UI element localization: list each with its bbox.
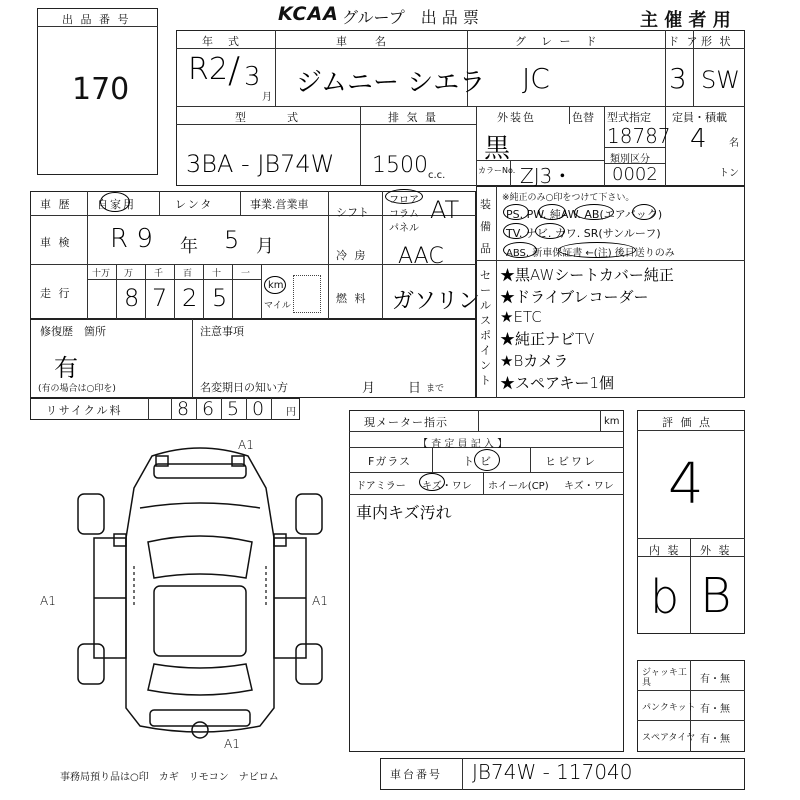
- history-rental: レンタ: [175, 198, 214, 211]
- model-label: 型 式: [235, 111, 300, 124]
- expiry-month: 月: [362, 381, 378, 396]
- ac-value: AAC: [398, 244, 444, 269]
- recycle-digit-5: 5: [227, 398, 240, 420]
- sales-point-1: ★黒AWシートカバー純正: [500, 266, 674, 284]
- exterior-color-value: 黒: [484, 134, 511, 164]
- doors-label: ド ア: [668, 35, 700, 48]
- damage-mark-bottom: A1: [224, 737, 240, 751]
- body-value: SW: [701, 66, 740, 94]
- expiry-until: まで: [426, 384, 445, 394]
- glass-opt-chip: トビ: [463, 455, 497, 468]
- car-body-diagram: [60, 438, 340, 758]
- category-value: 0002: [612, 164, 658, 185]
- mileage-digit-1k: 7: [152, 284, 168, 312]
- type-designation-label: 型式指定: [607, 111, 651, 124]
- damage-mark-right: A1: [312, 594, 328, 608]
- digit-label-1: 一: [241, 269, 251, 279]
- aw-circle: [574, 204, 614, 220]
- recycle-label: リサイクル料: [46, 404, 123, 417]
- exterior-color-label: 外装色: [497, 111, 536, 124]
- inspection-label: 車 検: [40, 236, 72, 249]
- damage-mark-top: A1: [238, 438, 254, 452]
- capacity-value: 4: [690, 124, 707, 154]
- inspector-label: 【 査 定 員 記 入 】: [418, 439, 508, 450]
- km-circle: [264, 276, 286, 294]
- exterior-grade: B: [700, 568, 732, 624]
- recycle-digit-8: 8: [177, 398, 190, 420]
- year-era: R2: [188, 52, 228, 87]
- year-slash: /: [228, 50, 241, 91]
- mileage-digit-10: 5: [212, 284, 228, 312]
- spare-label: スペアタイヤ: [642, 733, 696, 743]
- private-circle: [100, 192, 130, 212]
- chassis-number: JB74W - 117040: [472, 760, 633, 784]
- interior-label: 内 装: [649, 544, 681, 557]
- navi-circle: [535, 223, 565, 239]
- fuel-label: 燃 料: [336, 292, 368, 305]
- shift-value: AT: [430, 196, 460, 224]
- kcaa-logo: KCAA: [278, 3, 339, 25]
- floor-circle: [385, 189, 423, 204]
- shift-panel: パネル: [389, 223, 419, 234]
- inspection-month: 5: [224, 226, 240, 254]
- recycle-digit-0: 0: [252, 398, 265, 420]
- warranty-circle: [558, 242, 636, 258]
- mirror-label: ドアミラー: [356, 481, 406, 492]
- glass-opt-crack: ヒビワレ: [545, 455, 597, 468]
- jack-label: ジャッキ工具: [642, 668, 687, 688]
- ton-unit: トン: [719, 168, 739, 179]
- mileage-digit-10k: 8: [124, 284, 140, 312]
- body-label: 形 状: [701, 35, 733, 48]
- name-label: 車 名: [336, 35, 388, 48]
- caution-label: 注意事項: [200, 325, 244, 338]
- recycle-digit-6: 6: [202, 398, 215, 420]
- sales-point-3: ★ETC: [500, 308, 542, 326]
- inspection-year-unit: 年: [180, 236, 198, 257]
- digit-label-100: 百: [183, 269, 193, 279]
- ps-circle: [503, 204, 529, 220]
- damage-mark-left: A1: [40, 594, 56, 608]
- digit-label-100k: 十万: [92, 269, 111, 279]
- spare-value: 有・無: [700, 734, 730, 745]
- color-no-value: ZJ3・: [520, 164, 573, 188]
- equipment-row-2: TV. ナビ. カワ. SR(サンルーフ): [506, 227, 661, 240]
- month-unit: 月: [262, 92, 272, 103]
- pw-circle: [538, 204, 566, 220]
- form-title: グループ 出 品 票: [342, 8, 479, 27]
- capacity-unit: 名: [729, 138, 739, 149]
- digit-label-1k: 千: [154, 269, 164, 279]
- repair-note: (有の場合は○印を): [38, 384, 116, 394]
- equipment-label: 装備品: [480, 198, 491, 255]
- history-private: 自家用: [97, 198, 136, 211]
- repair-label: 修復歴 箇所: [40, 325, 106, 338]
- expiry-label: 名変期日の知い方: [200, 381, 288, 394]
- mileage-digit-100: 2: [182, 284, 198, 312]
- chip-circle: [474, 449, 500, 471]
- shift-label: シフト: [336, 206, 369, 219]
- mirror-opt: キズ・ワレ: [422, 481, 472, 492]
- displacement-label: 排 気 量: [388, 111, 438, 124]
- year-month: 3: [244, 62, 261, 92]
- puncture-value: 有・無: [700, 704, 730, 715]
- sales-point-6: ★スペアキー1個: [500, 374, 614, 392]
- tv-circle: [503, 223, 529, 239]
- shift-floor: フロア: [389, 195, 419, 206]
- mileage-box: [293, 275, 321, 313]
- shift-column: コラム: [389, 209, 419, 220]
- evaluation-label: 評 価 点: [662, 416, 712, 429]
- wheel-label: ホイール(CP): [488, 481, 549, 492]
- lot-number-label: 出 品 番 号: [62, 13, 131, 26]
- history-label: 車 歴: [40, 198, 72, 211]
- category-label: 類別区分: [610, 154, 650, 165]
- evaluation-score: 4: [668, 452, 704, 517]
- jack-value: 有・無: [700, 674, 730, 685]
- sales-point-5: ★Bカメラ: [500, 352, 569, 370]
- office-note: 事務局預り品は○印 カギ リモコン ナビロム: [60, 772, 279, 783]
- model-value: 3BA - JB74W: [186, 150, 335, 178]
- meter-label: 現メーター指示: [364, 416, 448, 429]
- type-designation-value: 18787: [607, 124, 671, 148]
- equipment-note: ※純正のみ○印をつけて下さい。: [502, 193, 635, 203]
- puncture-label: パンクキット: [642, 703, 696, 713]
- year-label: 年 式: [202, 35, 241, 48]
- abs-circle: [503, 242, 537, 258]
- color-no-label: カラーNo.: [478, 166, 516, 175]
- equipment-row-1: PS. PW. 純AW. AB(エアバック): [506, 208, 663, 221]
- repair-value: 有: [54, 354, 78, 382]
- digit-label-10k: 万: [124, 269, 134, 279]
- sales-point-4: ★純正ナビTV: [500, 330, 595, 348]
- ab-circle: [632, 204, 656, 220]
- sales-points-label: セールスポイント: [480, 269, 491, 387]
- wheel-opt: キズ・ワレ: [564, 481, 614, 492]
- history-business: 事業.営業車: [250, 198, 309, 211]
- doors-value: 3: [669, 62, 687, 95]
- unit-mile: マイル: [264, 301, 291, 311]
- car-name: ジムニー シエラ: [296, 68, 486, 98]
- exterior-label: 外 装: [700, 544, 732, 557]
- inspector-notes: 車内キズ汚れ: [356, 503, 452, 522]
- lot-number: 170: [72, 72, 130, 107]
- interior-grade: b: [650, 570, 680, 624]
- inspection-month-unit: 月: [256, 236, 274, 257]
- equipment-row-3: ABS. 新車保証書 ←(注) 後日送りのみ: [506, 248, 675, 259]
- sales-point-2: ★ドライブレコーダー: [500, 288, 649, 306]
- expiry-day: 日: [408, 381, 424, 396]
- mileage-label: 走 行: [40, 287, 72, 300]
- cc-unit: c.c.: [428, 170, 446, 181]
- glass-label: Fガラス: [368, 455, 411, 468]
- meter-unit: km: [604, 416, 620, 427]
- unit-km: km: [268, 280, 284, 291]
- ac-label: 冷 房: [336, 249, 368, 262]
- fuel-value: ガソリン: [392, 289, 481, 314]
- displacement-value: 1500: [372, 153, 428, 178]
- grade-value: JC: [522, 62, 550, 95]
- inspection-era: R 9: [110, 224, 153, 254]
- digit-label-10: 十: [212, 269, 222, 279]
- scratch-circle: [419, 473, 445, 491]
- capacity-label: 定員・積載: [672, 111, 727, 124]
- grade-label: グ レ ー ド: [515, 35, 599, 48]
- organizer-label: 主 催 者 用: [640, 10, 731, 31]
- chassis-label: 車台番号: [390, 768, 442, 781]
- recycle-unit: 円: [286, 407, 296, 418]
- color-change-label: 色替: [572, 111, 594, 124]
